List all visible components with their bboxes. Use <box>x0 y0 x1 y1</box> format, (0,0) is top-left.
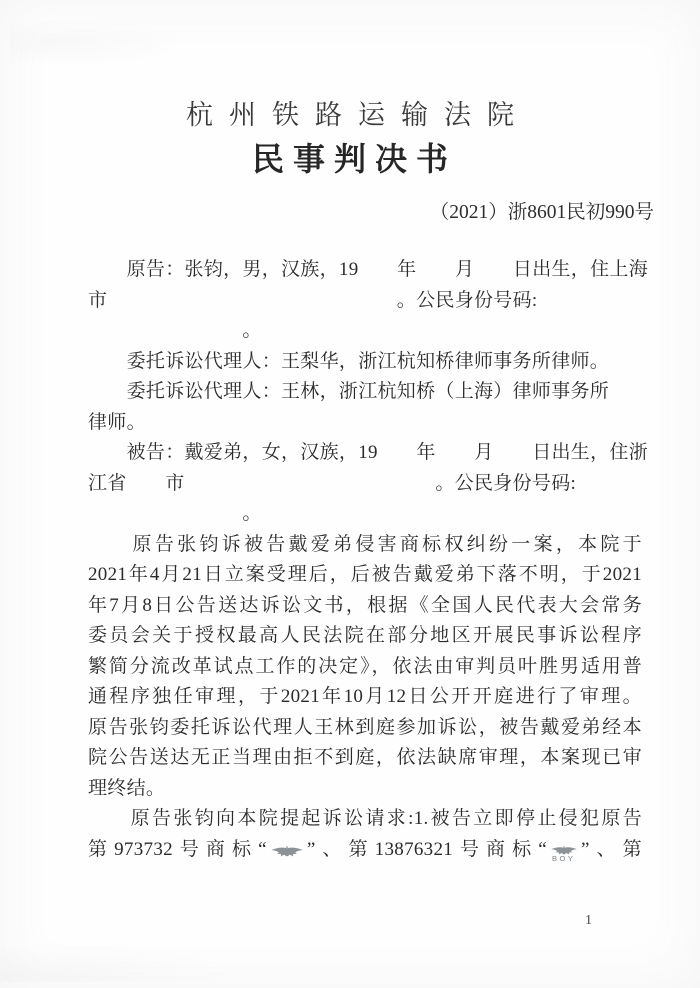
line-agent-1: 委托诉讼代理人：王梨华，浙江杭知桥律师事务所律师。 <box>88 350 610 372</box>
line-plaintiff-id-redacted: 。 <box>88 320 262 341</box>
line-procedure-6: 通程序独任审理，于2021年10月12日公开开庭进行了审理。 <box>88 686 642 707</box>
document-type-title: 民事判决书 <box>251 141 457 177</box>
scan-artifact <box>10 18 190 68</box>
line-procedure-end: 理终结。 <box>88 777 166 799</box>
page-number: 1 <box>585 913 592 928</box>
line-procedure-1: 原告张钧诉被告戴爱弟侵害商标权纠纷一案，本院于 <box>88 533 642 555</box>
line-procedure-2: 2021年4月21日立案受理后，后被告戴爱弟下落不明，于2021 <box>88 564 642 585</box>
line-defendant: 被告：戴爱弟，女，汉族，19 年 月 日出生，住浙 <box>88 442 649 463</box>
court-name-title: 杭州铁路运输法院 <box>186 100 530 130</box>
scan-artifact <box>0 942 240 982</box>
line-plaintiff-address-redacted: 市 。公民身份号码: <box>88 289 538 311</box>
case-number: （2021）浙8601民初990号 <box>429 202 654 223</box>
line-defendant-id-redacted: 。 <box>88 503 262 524</box>
judgment-body <box>88 255 649 865</box>
trademark-text-1: 第973732号商标“ <box>88 838 267 860</box>
line-procedure-4: 委员会关于授权最高人民法院在部分地区开展民事诉讼程序 <box>88 625 642 646</box>
line-trademarks <box>88 835 642 866</box>
line-procedure-7: 原告张钧委托诉讼代理人王林到庭参加诉讼，被告戴爱弟经本 <box>88 716 642 738</box>
eagle-wings-spread-icon <box>270 845 304 857</box>
line-claims-intro: 原告张钧向本院提起诉讼请求:1.被告立即停止侵犯原告 <box>88 808 642 829</box>
trademark-text-3: ”、第 <box>581 838 642 860</box>
boy-wordmark-label: BOY <box>552 853 576 863</box>
eagle-over-boy-wordmark-icon <box>550 845 578 863</box>
line-defendant-address-redacted: 江省 市 。公民身份号码: <box>88 472 577 494</box>
line-agent-2-continued: 律师。 <box>88 411 146 433</box>
line-procedure-5: 繁简分流改革试点工作的决定》，依法由审判员叶胜男适用普 <box>88 655 642 677</box>
trademark-text-2: ”、第13876321号商标“ <box>306 838 547 860</box>
line-procedure-3: 年7月8日公告送达诉讼文书，根据《全国人民代表大会常务 <box>88 594 642 616</box>
line-agent-2: 委托诉讼代理人：王林，浙江杭知桥（上海）律师事务所 <box>88 381 610 402</box>
line-procedure-8: 院公告送达无正当理由拒不到庭，依法缺席审理，本案现已审 <box>88 747 642 768</box>
line-plaintiff: 原告：张钧，男，汉族，19 年 月 日出生，住上海 <box>88 259 649 280</box>
